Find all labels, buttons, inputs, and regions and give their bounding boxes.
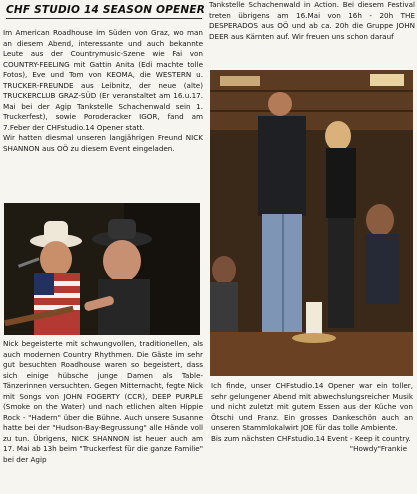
- closing-paragraph: [211, 381, 413, 491]
- article-title: CHF STUDIO 14 SEASON OPENER: [6, 4, 202, 19]
- photo-dancers: [210, 70, 413, 376]
- body-right-top-paragraph: Tankstelle Schachenwald in Action. Bei diesem Festival treten übrigens am 16.Mai von 16h - 20h THE DESPERADOS aus OÖ und ab ca. 20h die Gruppe JOHN DEER aus Kärnten auf. Wir freuen uns schon darauf: [209, 0, 415, 41]
- closing-text: Ich finde, unser CHFstudio.14 Opener war ein toller, sehr gelungener Abend mit abwechslungsreicher Musik und nicht zuletzt mit gutem Essen aus der Küche von Ötschi und Franz. Ein grosses Dankeschön auch an unseren Stammlokalwirt JOE für das tolle Ambiente. Bis zum nächsten CHFstudio.14 Event - Keep it country.: [211, 381, 413, 443]
- signature: "Howdy"Frankie: [349, 444, 407, 453]
- body-left-paragraph: Nick begeisterte mit schwungvollen, traditionellen, als auch modernen Country Rhythmen. Die Gäste im sehr gut besuchten Roadhouse waren so begeistert, dass sich einige hübsche junge Damen als Table-Tänzerinnen versuchten. Gegen Mitternacht, fegte Nick mit Songs von JOHN FOGERTY (CCR), DEEP PURPLE (Smoke on the Water) und nach etlichen alten Hippie Rock - "Hadern" über die Bühne. Auch unsere Susanne hatte bei der "Hudson-Bay-Begrussung" alle Hände voll zu tun. Übrigens, NICK SHANNON ist heuer auch am 17. Mai ab 13h beim "Truckerfest für die ganze Familie" bei der Agip: [3, 339, 203, 464]
- intro-paragraph: Im American Roadhouse im Süden von Graz, wo man an diesem Abend, interessante und auch bekannte Leute aus der Countrymusic-Szene wie Fai von COUNTRY-FEELING mit Gattin Anita (Edi machte tolle Fotos), Eve und Tom von KEOMA, die WESTERN u. TRUCKER-FREUNDE aus Leibnitz, der neue (alte) TRUCKERCLUB GRAZ-SÜD (Er veranstaltet am 16.u.17. Mai bei der Agip Tankstelle Schachenwald sein 1. Truckerfest), sowie Poroderacker IGOR, fand am 7.Feber der CHFstudio.14 Opener statt. Wir hatten diesmal unseren langjährigen Freund NICK SHANNON aus OÖ zu diesem Event eingeladen.: [3, 28, 203, 153]
- photo-cowboy-hats: [4, 203, 200, 335]
